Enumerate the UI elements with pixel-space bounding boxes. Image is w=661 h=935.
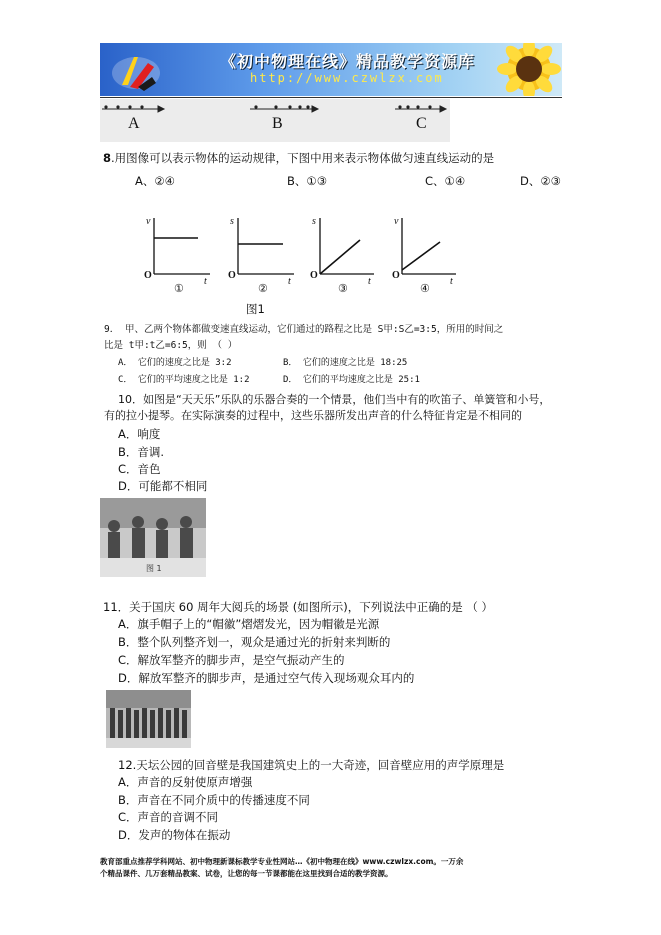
figure-label-c: C	[416, 115, 427, 132]
footer-line1: 教育部重点推荐学科网站、初中物理新课标教学专业性网站…《初中物理在线》www.czwlzx.com。一万余	[100, 857, 464, 866]
graph3-yaxis: s	[312, 216, 316, 227]
band-photo	[100, 498, 206, 577]
graph3-xaxis: t	[368, 276, 371, 287]
motion-figure-strip	[100, 99, 450, 142]
q9-option-b[interactable]: B． 它们的速度之比是 18:25	[283, 358, 408, 368]
graph4-xaxis: t	[450, 276, 453, 287]
graph4-yaxis: v	[394, 216, 399, 227]
q8-option-a[interactable]: A、②④	[135, 174, 175, 188]
graph1-origin: O	[144, 270, 152, 281]
q8-option-d[interactable]: D、②③	[520, 174, 561, 188]
q12-option-d[interactable]: D．发声的物体在振动	[118, 828, 231, 842]
banner-title: 《初中物理在线》精品教学资源库	[220, 52, 476, 71]
band-photo-caption: 图 1	[146, 564, 162, 573]
q11-option-c[interactable]: C．解放军整齐的脚步声，是空气振动产生的	[118, 653, 345, 667]
figure-label-a: A	[128, 115, 140, 132]
q9-stem-line1: 9． 甲、乙两个物体都做变速直线运动，它们通过的路程之比是 S甲:S乙=3:5，所用的时间之	[104, 324, 504, 335]
graph2-origin: O	[228, 270, 236, 281]
header-banner	[100, 43, 562, 96]
graph1-xaxis: t	[204, 276, 207, 287]
graph3-origin: O	[310, 270, 318, 281]
q12-option-a[interactable]: A．声音的反射使原声增强	[118, 775, 253, 789]
q9-option-a[interactable]: A． 它们的速度之比是 3:2	[118, 358, 232, 368]
q11-option-b[interactable]: B．整个队列整齐划一，观众是通过光的折射来判断的	[118, 635, 391, 649]
q12-stem: 12.天坛公园的回音壁是我国建筑史上的一大奇迹，回音壁应用的声学原理是	[118, 758, 505, 772]
parade-photo	[106, 690, 191, 748]
q8-option-b[interactable]: B、①③	[287, 174, 328, 188]
q11-stem: 11．关于国庆 60 周年大阅兵的场景 (如图所示)，下列说法中正确的是 （ ）	[103, 600, 494, 614]
q12-option-c[interactable]: C．声音的音调不同	[118, 810, 219, 824]
q12-option-b[interactable]: B．声音在不同介质中的传播速度不同	[118, 793, 310, 807]
q10-option-d[interactable]: D．可能都不相同	[118, 479, 208, 493]
q11-option-a[interactable]: A．旗手帽子上的“帽徽”熠熠发光，因为帽徽是光源	[118, 617, 380, 631]
sunflower-icon	[495, 43, 562, 96]
q8-stem	[103, 150, 494, 166]
figure-label-b: B	[272, 115, 283, 132]
banner-url[interactable]: http://www.czwlzx.com	[250, 71, 444, 85]
graph4-origin: O	[392, 270, 400, 281]
q8-option-c[interactable]: C、①④	[425, 174, 466, 188]
q10-option-c[interactable]: C．音色	[118, 462, 161, 476]
graph4-label: ④	[420, 283, 430, 295]
q11-option-d[interactable]: D．解放军整齐的脚步声，是通过空气传入现场观众耳内的	[118, 671, 415, 685]
graph3-label: ③	[338, 283, 348, 295]
header-rule	[100, 97, 562, 98]
q10-stem-line1: 10．如图是“天天乐”乐队的乐器合奏的一个情景，他们当中有的吹笛子、单簧管和小号，	[118, 393, 551, 406]
graph2-label: ②	[258, 283, 268, 295]
q10-stem-line2: 有的拉小提琴。在实际演奏的过程中，这些乐器所发出声音的什么特征肯定是不相同的	[104, 409, 522, 422]
q10-option-b[interactable]: B．音调.	[118, 445, 165, 459]
graph1-yaxis: v	[146, 216, 151, 227]
q8-text: .用图像可以表示物体的运动规律，下图中用来表示物体做匀速直线运动的是	[111, 151, 495, 165]
graph1-label: ①	[174, 283, 184, 295]
q9-stem-line2: 比是 t甲:t乙=6:5，则 （ ）	[104, 340, 238, 351]
footer-line2: 个精品课件、几万套精品教案、试卷，让您的每一节课都能在这里找到合适的教学资源。	[100, 869, 393, 878]
q9-option-c[interactable]: C． 它们的平均速度之比是 1:2	[118, 375, 250, 385]
q9-option-d[interactable]: D． 它们的平均速度之比是 25:1	[283, 375, 420, 385]
graph2-yaxis: s	[230, 216, 234, 227]
parade-photo-image	[106, 690, 191, 748]
q8-figure-caption: 图1	[246, 302, 265, 316]
q10-option-a[interactable]: A．响度	[118, 427, 161, 441]
q8-number: 8	[103, 151, 112, 165]
graph2-xaxis: t	[288, 276, 291, 287]
logo-icon	[108, 47, 168, 93]
q8-graphs	[138, 212, 458, 304]
